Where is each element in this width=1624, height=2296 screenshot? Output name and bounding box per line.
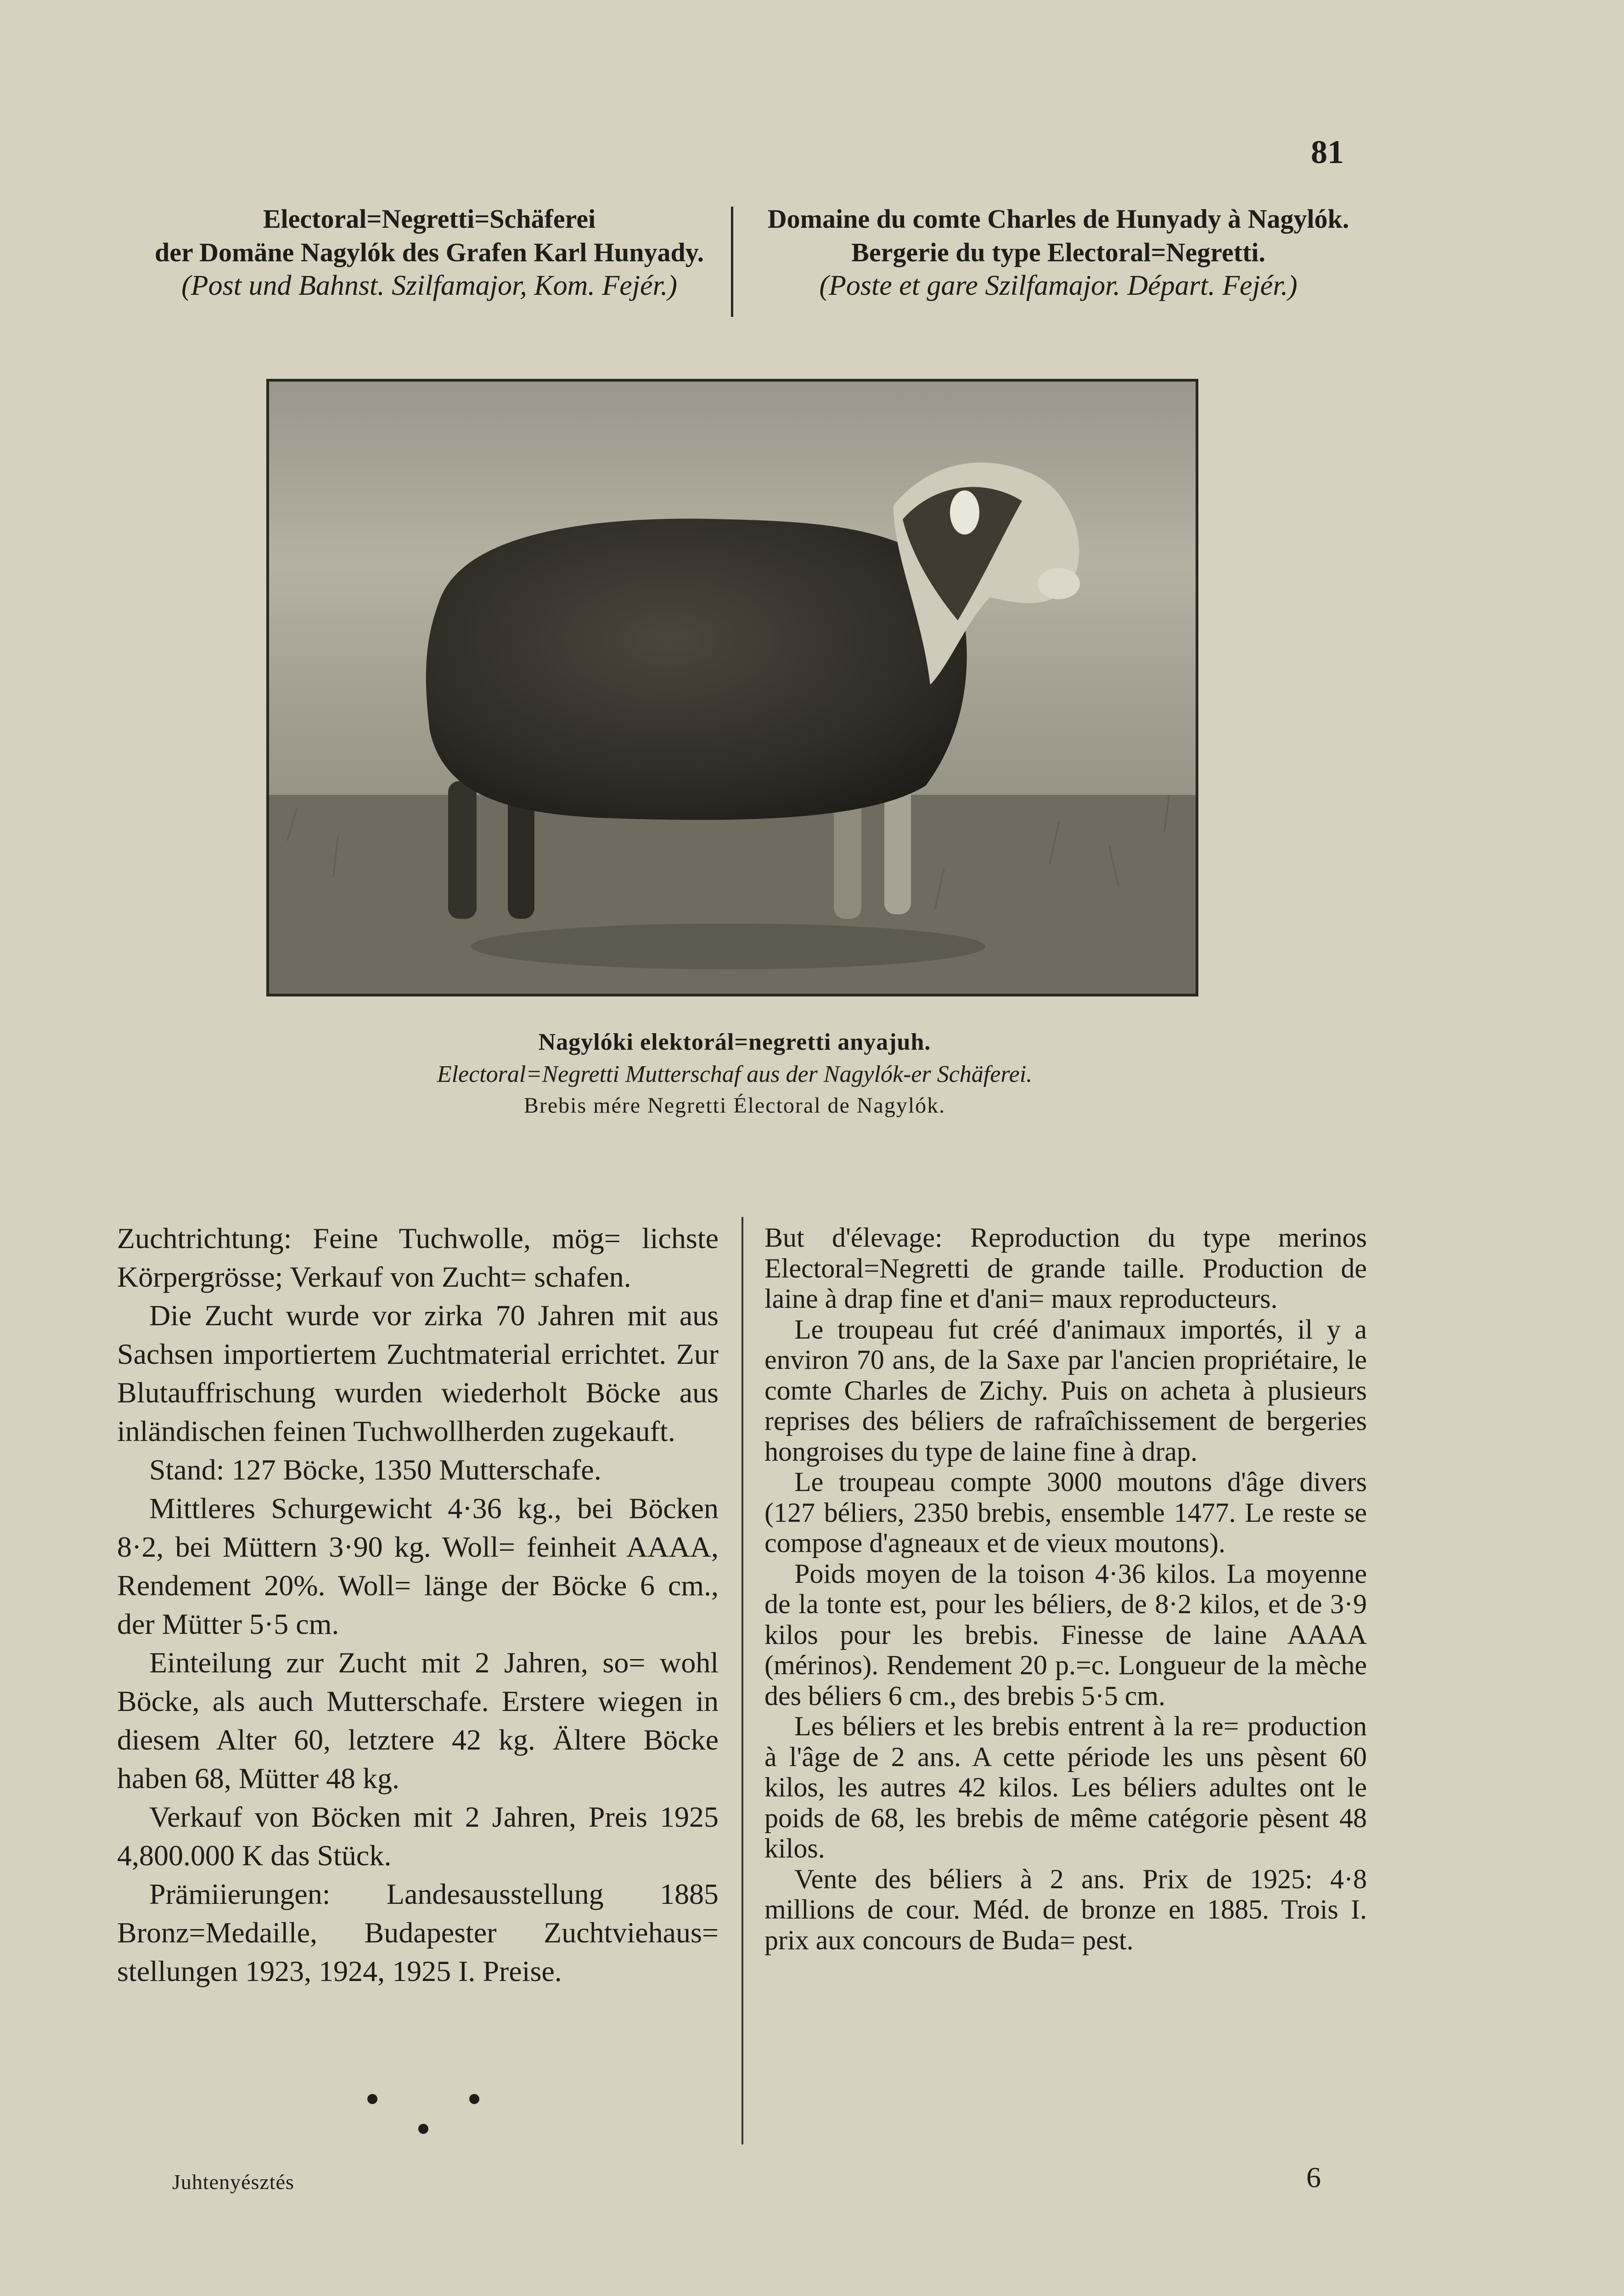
german-paragraph: Die Zucht wurde vor zirka 70 Jahren mit aus Sachsen importiertem Zuchtmaterial errichtet. Zur Blutauffrischung wurden wiederholt Böcke aus inländischen feinen Tuchwollherden zugekauft. [117,1299,719,1447]
header-french-line3: (Poste et gare Szilfamajor. Départ. Fejér.) [819,270,1298,301]
french-text-column [764,1222,1367,1955]
ornament-dot [418,2124,428,2134]
footer-signature: Juhtenyésztés [172,2170,294,2194]
footer-sheet-number: 6 [1306,2161,1321,2194]
caption-german: Electoral=Negretti Mutterschaf aus der Nagylók-er Schäferei. [437,1061,1033,1087]
french-paragraph: Les béliers et les brebis entrent à la re= production à l'âge de 2 ans. A cette période les uns pèsent 60 kilos, les autres 42 kilos. Les béliers adultes ont le poids de 68, les brebis de même catégorie pèsent 48 kilos. [764,1711,1367,1863]
german-paragraph: Stand: 127 Böcke, 1350 Mutterschafe. [149,1453,601,1486]
caption-french: Brebis mére Negretti Électoral de Nagylók. [523,1093,946,1118]
header-german-line2: der Domäne Nagylók des Grafen Karl Hunyady. [154,237,704,267]
header-german [138,202,721,303]
german-paragraph: Prämiierungen: Landesausstellung 1885 Bronz=Medaille, Budapester Zuchtviehaus= stellungen 1923, 1924, 1925 I. Preise. [117,1878,719,1987]
french-paragraph: Vente des béliers à 2 ans. Prix de 1925: 4·8 millions de cour. Méd. de bronze en 1885. Trois I. prix aux concours de Buda= pest. [764,1863,1367,1955]
header-divider [731,207,733,317]
german-paragraph: Verkauf von Böcken mit 2 Jahren, Preis 1925 4,800.000 K das Stück. [117,1801,719,1872]
ornament-dot [469,2094,479,2104]
header-french-line2: Bergerie du type Electoral=Negretti. [851,237,1265,267]
header-german-line3: (Post und Bahnst. Szilfamajor, Kom. Fejér.) [181,270,677,301]
french-paragraph: Poids moyen de la toison 4·36 kilos. La moyenne de la tonte est, pour les béliers, de 8·2 kilos, et de 3·9 kilos pour les brebis. Finesse de laine AAAA (mérinos). Rendement 20 p.=c. Longueur de la mèche des béliers 6 cm., des brebis 5·5 cm. [764,1558,1367,1711]
french-paragraph: Le troupeau fut créé d'animaux importés, il y a environ 70 ans, de la Saxe par l'ancien propriétaire, le comte Charles de Zichy. Puis on acheta à plusieurs reprises des béliers de rafraîchissement de bergeries hongroises du type de laine fine à drap. [764,1314,1367,1467]
ornament-dot [367,2094,377,2104]
french-paragraph: But d'élevage: Reproduction du type merinos Electoral=Negretti de grande taille. Production de laine à drap fine et d'ani= maux reproducteurs. [764,1222,1367,1314]
german-text-column [117,1219,719,1991]
page-number: 81 [1311,134,1344,170]
header-french [744,202,1373,303]
caption-hungarian: Nagylóki elektorál=negretti anyajuh. [538,1029,931,1055]
german-paragraph: Zuchtrichtung: Feine Tuchwolle, mög= lichste Körpergrösse; Verkauf von Zucht= schafen. [117,1222,719,1293]
french-paragraph: Le troupeau compte 3000 moutons d'âge divers (127 béliers, 2350 brebis, ensemble 1477. Le reste se compose d'agneaux et de vieux moutons). [764,1467,1367,1558]
header-french-line1: Domaine du comte Charles de Hunyady à Nagylók. [767,204,1349,234]
german-paragraph: Mittleres Schurgewicht 4·36 kg., bei Böcken 8·2, bei Müttern 3·90 kg. Woll= feinheit AAAA, Rendement 20%. Woll= länge der Böcke 6 cm., der Mütter 5·5 cm. [117,1492,719,1640]
column-divider [742,1217,743,2144]
sheep-photo [266,379,1198,996]
sheep-illustration [269,382,1196,994]
header-german-line1: Electoral=Negretti=Schäferei [263,204,596,234]
german-paragraph: Einteilung zur Zucht mit 2 Jahren, so= wohl Böcke, als auch Mutterschafe. Erstere wiegen in diesem Alter 60, letztere 42 kg. Ältere Böcke haben 68, Mütter 48 kg. [117,1646,719,1795]
